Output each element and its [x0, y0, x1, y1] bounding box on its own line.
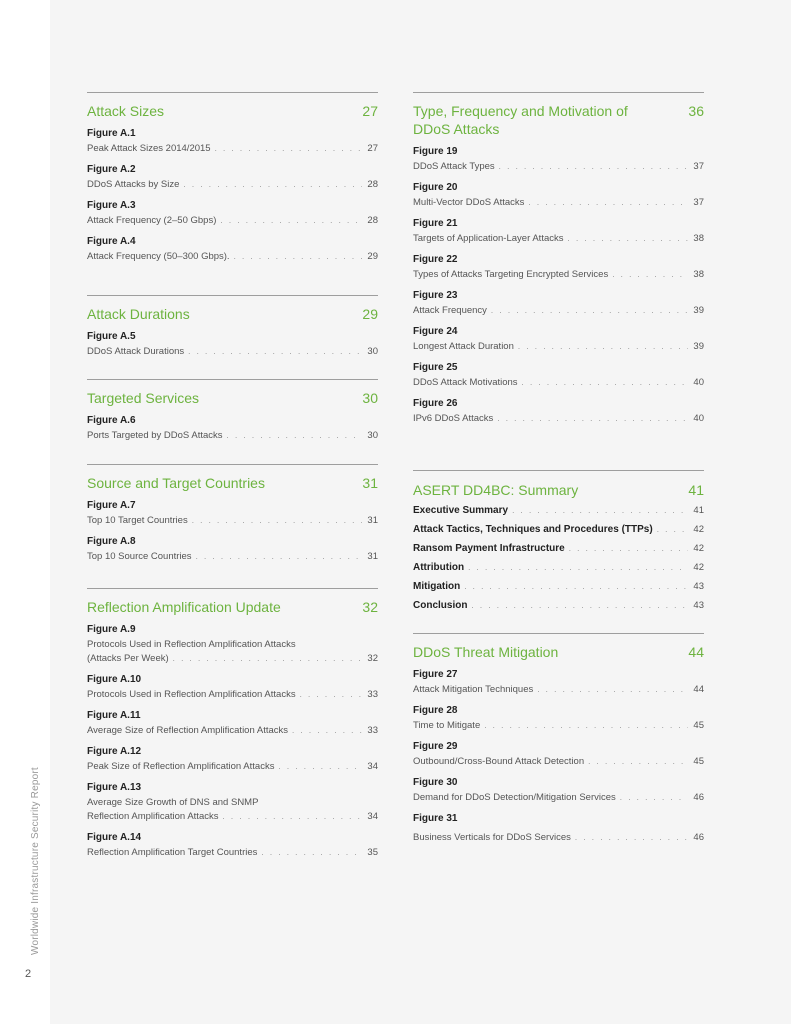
section-rule: [413, 92, 704, 93]
toc-entry[interactable]: [87, 163, 378, 192]
dot-leader: [278, 760, 362, 774]
entry-title: Top 10 Target Countries: [87, 515, 188, 526]
figure-label: Figure 29: [413, 741, 458, 752]
section-page: 31: [362, 475, 378, 491]
entry-title: Protocols Used in Reflection Amplification Attacks: [87, 689, 296, 700]
entry-line: [413, 791, 704, 805]
figure-label: Figure 28: [413, 705, 458, 716]
figure-label: Figure 30: [413, 777, 458, 788]
dot-leader: [292, 724, 362, 738]
entry-title: Attack Frequency: [413, 305, 487, 316]
entry-title: Outbound/Cross-Bound Attack Detection: [413, 756, 585, 767]
figure-label: Figure 24: [413, 326, 458, 337]
dot-leader: [499, 160, 688, 174]
entry-line: [87, 514, 378, 528]
entry-title: Attribution: [413, 562, 465, 573]
section-title: Type, Frequency and Motivation of DDoS Attacks: [413, 103, 628, 137]
entry-page: 30: [367, 346, 378, 357]
entry-page: 33: [367, 725, 378, 736]
dot-leader: [196, 550, 362, 564]
entry-page: 42: [693, 562, 704, 573]
figure-label: Figure 23: [413, 290, 458, 301]
figure-label: Figure 19: [413, 146, 458, 157]
entry-title-line-1: Average Size Growth of DNS and SNMP: [87, 797, 259, 808]
section-page: 32: [362, 599, 378, 615]
entry-title: Top 10 Source Countries: [87, 551, 192, 562]
entry-title: Peak Attack Sizes 2014/2015: [87, 143, 211, 154]
figure-label: Figure 22: [413, 254, 458, 265]
entry-title: Demand for DDoS Detection/Mitigation Services: [413, 792, 616, 803]
entry-line: [413, 580, 704, 594]
toc-entry[interactable]: [87, 673, 378, 702]
entry-page: 39: [693, 341, 704, 352]
entry-page: 46: [693, 792, 704, 803]
toc-section-type-frequency-motivation: [413, 92, 704, 426]
section-rule: [87, 295, 378, 296]
toc-entry[interactable]: [413, 145, 704, 174]
entry-line: [87, 652, 378, 666]
dot-leader: [588, 755, 688, 769]
dot-leader: [261, 846, 362, 860]
dot-leader: [234, 250, 362, 264]
toc-section-reflection-amplification: [87, 588, 378, 860]
section-rule: [87, 92, 378, 93]
toc-entry[interactable]: [87, 781, 378, 824]
toc-entry[interactable]: [413, 740, 704, 769]
section-title: Attack Sizes: [87, 103, 165, 119]
toc-entry[interactable]: [413, 181, 704, 210]
toc-section-targeted-services: [87, 379, 378, 443]
entry-line: [413, 232, 704, 246]
toc-entry[interactable]: [413, 599, 704, 613]
figure-label: Figure 25: [413, 362, 458, 373]
toc-entry[interactable]: [87, 499, 378, 528]
entry-title: Attack Mitigation Techniques: [413, 684, 534, 695]
section-heading[interactable]: [413, 102, 704, 138]
entry-page: 32: [367, 653, 378, 664]
entry-page: 27: [367, 143, 378, 154]
figure-label: Figure A.2: [87, 164, 136, 175]
entry-title: Reflection Amplification Target Countries: [87, 847, 258, 858]
section-title: Attack Durations: [87, 306, 190, 322]
dot-leader: [183, 178, 362, 192]
figure-label: Figure 26: [413, 398, 458, 409]
entry-page: 28: [367, 179, 378, 190]
figure-label: Figure A.13: [87, 782, 142, 793]
toc-section-ddos-threat-mitigation: [413, 633, 704, 845]
section-rule: [87, 379, 378, 380]
toc-section-asert-dd4bc: [413, 470, 704, 613]
entry-title: Targets of Application-Layer Attacks: [413, 233, 564, 244]
entry-line: [413, 523, 704, 537]
entry-title: Mitigation: [413, 581, 461, 592]
figure-label: Figure A.1: [87, 128, 136, 139]
figure-label: Figure A.12: [87, 746, 142, 757]
section-heading[interactable]: [87, 598, 378, 616]
entry-title: Business Verticals for DDoS Services: [413, 832, 571, 843]
section-heading[interactable]: [413, 481, 704, 499]
entry-page: 30: [367, 430, 378, 441]
entry-line: [87, 178, 378, 192]
toc-entry[interactable]: [87, 235, 378, 264]
entry-title: DDoS Attacks by Size: [87, 179, 180, 190]
toc-entry[interactable]: [413, 217, 704, 246]
toc-entry[interactable]: [87, 535, 378, 564]
entry-title: Average Size of Reflection Amplification Attacks: [87, 725, 289, 736]
section-page: 27: [362, 103, 378, 119]
section-title: Reflection Amplification Update: [87, 599, 281, 615]
entry-line: [87, 760, 378, 774]
entry-line: [87, 142, 378, 156]
entry-title: DDoS Attack Motivations: [413, 377, 518, 388]
toc-entry[interactable]: [413, 289, 704, 318]
entry-page: 34: [367, 811, 378, 822]
entry-title: DDoS Attack Types: [413, 161, 495, 172]
entry-page: 43: [693, 581, 704, 592]
entry-title: Executive Summary: [413, 505, 509, 516]
entry-page: 33: [367, 689, 378, 700]
dot-leader: [220, 214, 362, 228]
entry-title: Attack Tactics, Techniques and Procedures (TTPs): [413, 524, 653, 535]
figure-label: Figure A.7: [87, 500, 136, 511]
figure-label: Figure 27: [413, 669, 458, 680]
dot-leader: [537, 683, 688, 697]
figure-label: Figure A.8: [87, 536, 136, 547]
entry-line: [87, 429, 378, 443]
dot-leader: [612, 268, 688, 282]
figure-label: Figure A.3: [87, 200, 136, 211]
entry-title: Time to Mitigate: [413, 720, 481, 731]
entry-title: Multi-Vector DDoS Attacks: [413, 197, 525, 208]
entry-line: [413, 412, 704, 426]
entry-page: 38: [693, 269, 704, 280]
dot-leader: [528, 196, 688, 210]
dot-leader: [657, 523, 688, 537]
toc-entry[interactable]: [87, 330, 378, 359]
section-title: Source and Target Countries: [87, 475, 265, 491]
entry-title: Reflection Amplification Attacks: [87, 811, 219, 822]
entry-line: [87, 250, 378, 264]
entry-line: [413, 160, 704, 174]
toc-entry[interactable]: [87, 831, 378, 860]
dot-leader: [222, 810, 362, 824]
toc-entry[interactable]: [413, 776, 704, 805]
toc-entry[interactable]: [87, 709, 378, 738]
dot-leader: [497, 412, 688, 426]
dot-leader: [568, 232, 689, 246]
figure-label: Figure A.10: [87, 674, 142, 685]
section-rule: [87, 464, 378, 465]
dot-leader: [512, 504, 688, 518]
figure-label: Figure A.6: [87, 415, 136, 426]
toc-entry[interactable]: [413, 397, 704, 426]
entry-line: [87, 724, 378, 738]
entry-title: DDoS Attack Durations: [87, 346, 185, 357]
dot-leader: [620, 791, 688, 805]
entry-line: [413, 561, 704, 575]
toc-entry[interactable]: [87, 127, 378, 156]
entry-page: 43: [693, 600, 704, 611]
entry-line: [413, 831, 704, 845]
dot-leader: [188, 345, 362, 359]
entry-line: [413, 599, 704, 613]
entry-page: 37: [693, 197, 704, 208]
entry-page: 39: [693, 305, 704, 316]
toc-entry[interactable]: [87, 745, 378, 774]
toc-entry[interactable]: [87, 623, 378, 666]
entry-page: 38: [693, 233, 704, 244]
section-heading[interactable]: [413, 643, 704, 661]
entry-title: Ransom Payment Infrastructure: [413, 543, 565, 554]
entry-title: Conclusion: [413, 600, 468, 611]
toc-entry[interactable]: [413, 504, 704, 518]
dot-leader: [300, 688, 362, 702]
entry-title: Ports Targeted by DDoS Attacks: [87, 430, 223, 441]
toc-entry[interactable]: [413, 580, 704, 594]
dot-leader: [522, 376, 688, 390]
entry-line: [87, 846, 378, 860]
entry-line: [87, 214, 378, 228]
entry-page: 42: [693, 543, 704, 554]
toc-entry[interactable]: [413, 561, 704, 575]
toc-entry[interactable]: [413, 361, 704, 390]
dot-leader: [471, 599, 688, 613]
dot-leader: [227, 429, 362, 443]
page-number: 2: [25, 968, 32, 980]
entry-line: [413, 340, 704, 354]
section-page: 36: [688, 103, 704, 119]
toc-section-attack-durations: [87, 295, 378, 359]
figure-label: Figure A.5: [87, 331, 136, 342]
toc-entry[interactable]: [413, 325, 704, 354]
section-page: 41: [688, 482, 704, 498]
entry-page: 28: [367, 215, 378, 226]
entry-page: 34: [367, 761, 378, 772]
section-title: Targeted Services: [87, 390, 200, 406]
entry-line: [413, 376, 704, 390]
figure-label: Figure 20: [413, 182, 458, 193]
entry-line: [413, 542, 704, 556]
entry-line: [413, 196, 704, 210]
toc-entry[interactable]: [413, 704, 704, 733]
toc-section-source-target-countries: [87, 464, 378, 564]
figure-label: Figure A.14: [87, 832, 142, 843]
dot-leader: [491, 304, 688, 318]
dot-leader: [484, 719, 688, 733]
section-page: 29: [362, 306, 378, 322]
dot-leader: [569, 542, 688, 556]
entry-page: 40: [693, 377, 704, 388]
figure-label: Figure 31: [413, 813, 458, 824]
toc-entry[interactable]: [413, 253, 704, 282]
section-rule: [87, 588, 378, 589]
toc-section-attack-sizes: [87, 92, 378, 264]
entry-line: [413, 683, 704, 697]
entry-title: Peak Size of Reflection Amplification Attacks: [87, 761, 275, 772]
section-heading[interactable]: [87, 389, 378, 407]
section-heading[interactable]: [87, 474, 378, 492]
entry-title: Longest Attack Duration: [413, 341, 514, 352]
dot-leader: [215, 142, 362, 156]
section-rule: [413, 633, 704, 634]
section-title: ASERT DD4BC: Summary: [413, 482, 579, 498]
entry-title: Attack Frequency (2–50 Gbps): [87, 215, 217, 226]
entry-page: 42: [693, 524, 704, 535]
entry-page: 31: [367, 515, 378, 526]
figure-label: Figure 21: [413, 218, 458, 229]
entry-page: 46: [693, 832, 704, 843]
section-page: 44: [688, 644, 704, 660]
entry-line: [413, 304, 704, 318]
entry-title: IPv6 DDoS Attacks: [413, 413, 494, 424]
entry-title: Attack Frequency (50–300 Gbps).: [87, 251, 230, 262]
entry-line: [413, 755, 704, 769]
entry-page: 31: [367, 551, 378, 562]
toc-entry[interactable]: [87, 414, 378, 443]
dot-leader: [468, 561, 688, 575]
entry-line: [87, 345, 378, 359]
entry-line: [87, 550, 378, 564]
toc-entry[interactable]: [413, 542, 704, 556]
section-heading[interactable]: [87, 305, 378, 323]
entry-line: [413, 719, 704, 733]
section-title: DDoS Threat Mitigation: [413, 644, 559, 660]
dot-leader: [464, 580, 688, 594]
report-side-title: Worldwide Infrastructure Security Report: [30, 767, 41, 955]
figure-label: Figure A.4: [87, 236, 136, 247]
dot-leader: [192, 514, 362, 528]
figure-label: Figure A.9: [87, 624, 136, 635]
entry-line: [87, 688, 378, 702]
entry-page: 29: [367, 251, 378, 262]
entry-title: (Attacks Per Week): [87, 653, 169, 664]
entry-line: [413, 504, 704, 518]
toc-entry[interactable]: [413, 668, 704, 697]
entry-page: 40: [693, 413, 704, 424]
entry-page: 41: [693, 505, 704, 516]
entry-page: 45: [693, 756, 704, 767]
dot-leader: [518, 340, 688, 354]
entry-title-line-1: Protocols Used in Reflection Amplification Attacks: [87, 639, 296, 650]
entry-page: 35: [367, 847, 378, 858]
dot-leader: [575, 831, 688, 845]
dot-leader: [173, 652, 362, 666]
section-rule: [413, 470, 704, 471]
section-heading[interactable]: [87, 102, 378, 120]
entry-page: 45: [693, 720, 704, 731]
entry-page: 37: [693, 161, 704, 172]
toc-entry[interactable]: [413, 812, 704, 845]
entry-line: [413, 268, 704, 282]
toc-entry[interactable]: [413, 523, 704, 537]
figure-label: Figure A.11: [87, 710, 141, 721]
entry-line: [87, 810, 378, 824]
entry-title: Types of Attacks Targeting Encrypted Services: [413, 269, 609, 280]
entry-page: 44: [693, 684, 704, 695]
toc-entry[interactable]: [87, 199, 378, 228]
left-margin-strip: [0, 0, 50, 1024]
section-page: 30: [362, 390, 378, 406]
